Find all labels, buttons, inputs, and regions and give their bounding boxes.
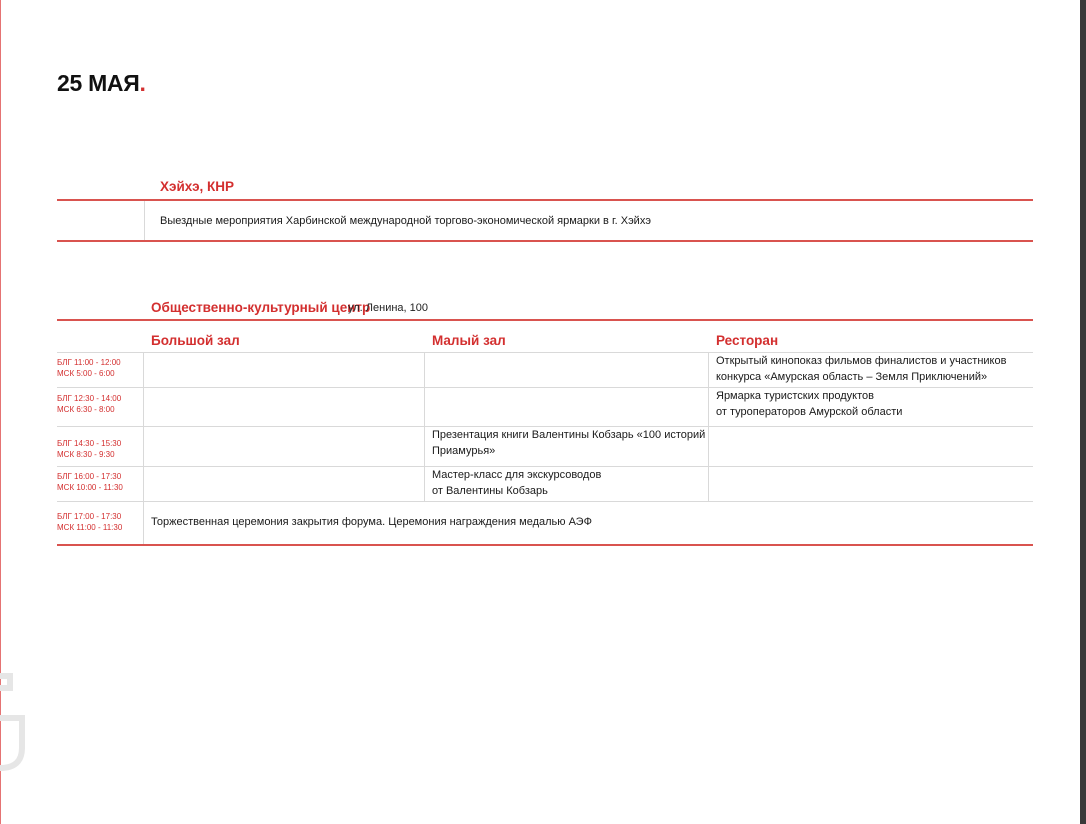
time-msk: МСК 11:00 - 11:30 xyxy=(57,523,123,532)
row-time xyxy=(57,357,121,379)
section-heihe-divider xyxy=(144,201,145,240)
column-divider-small-hall xyxy=(424,352,425,501)
time-column-divider xyxy=(143,352,144,544)
time-local: БЛГ 17:00 - 17:30 xyxy=(57,512,122,521)
page-date-heading xyxy=(57,70,146,97)
column-divider-restaurant xyxy=(708,352,709,501)
event-line: Презентация книги Валентины Кобзарь «100 историй xyxy=(432,429,706,441)
venue-title: Общественно-культурный центр xyxy=(151,300,371,315)
column-header-small-hall: Малый зал xyxy=(432,333,506,348)
time-local: БЛГ 14:30 - 15:30 xyxy=(57,439,122,448)
row-time xyxy=(57,393,121,415)
event-line: Мастер-класс для экскурсоводов xyxy=(432,469,602,481)
section-heihe-bottom-rule xyxy=(57,240,1033,242)
section-heihe-event: Выездные мероприятия Харбинской международной торгово-экономической ярмарки в г. Хэйхэ xyxy=(160,215,651,227)
venue-address: ул. Ленина, 100 xyxy=(348,302,429,314)
time-msk: МСК 8:30 - 9:30 xyxy=(57,450,115,459)
event-line: от Валентины Кобзарь xyxy=(432,485,548,497)
time-local: БЛГ 11:00 - 12:00 xyxy=(57,358,121,367)
event-line: Приамурья» xyxy=(432,445,496,457)
restaurant-event xyxy=(716,388,902,420)
event-line: Ярмарка туристских продуктов xyxy=(716,390,874,402)
date-dot: . xyxy=(139,70,146,96)
event-line: конкурса «Амурская область – Земля Приключений» xyxy=(716,371,988,383)
time-local: БЛГ 16:00 - 17:30 xyxy=(57,472,122,481)
small-hall-event xyxy=(432,467,601,499)
schedule-bottom-rule xyxy=(57,544,1033,546)
page-right-edge xyxy=(1080,0,1086,824)
restaurant-event xyxy=(716,353,1006,385)
schedule-row-rule xyxy=(57,501,1033,502)
section-heihe-top-rule xyxy=(57,199,1033,201)
time-msk: МСК 6:30 - 8:00 xyxy=(57,405,115,414)
row-time xyxy=(57,471,123,493)
section-heihe-title: Хэйхэ, КНР xyxy=(160,179,235,194)
schedule-top-rule xyxy=(57,319,1033,321)
closing-ceremony-event: Торжественная церемония закрытия форума. Церемония награждения медалью АЭФ xyxy=(151,516,592,528)
event-line: от туроператоров Амурской области xyxy=(716,406,903,418)
date-text: 25 МАЯ xyxy=(57,70,140,96)
column-header-big-hall: Большой зал xyxy=(151,333,240,348)
time-local: БЛГ 12:30 - 14:00 xyxy=(57,394,122,403)
event-line: Открытый кинопоказ фильмов финалистов и участников xyxy=(716,355,1007,367)
time-msk: МСК 5:00 - 6:00 xyxy=(57,369,115,378)
column-header-restaurant: Ресторан xyxy=(716,333,779,348)
time-msk: МСК 10:00 - 11:30 xyxy=(57,483,123,492)
row-time xyxy=(57,511,122,533)
logo-watermark-icon xyxy=(0,672,26,772)
small-hall-event xyxy=(432,427,705,459)
row-time xyxy=(57,438,121,460)
